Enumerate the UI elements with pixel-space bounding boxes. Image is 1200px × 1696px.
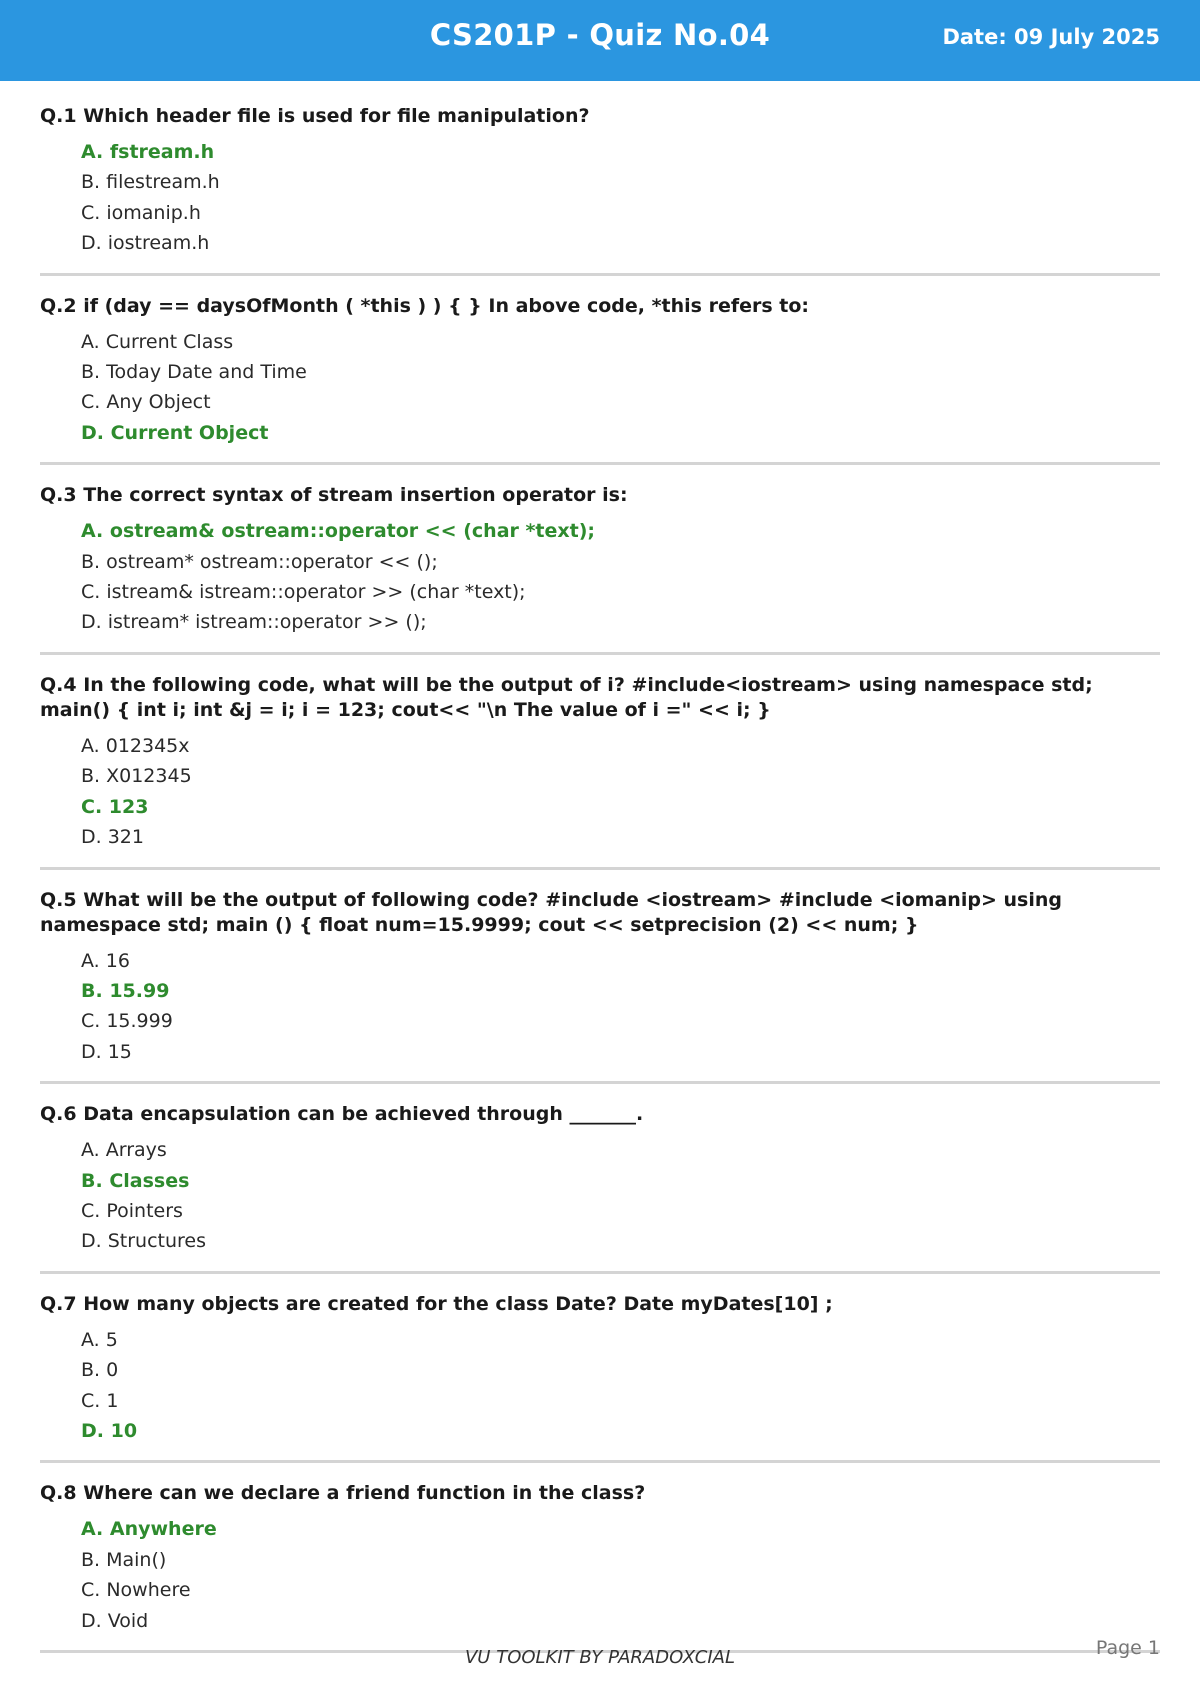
answer-option: B. ostream* ostream::operator << (); (81, 550, 438, 573)
answer-option: D. iostream.h (81, 232, 210, 255)
answer-option: A. Arrays (81, 1139, 167, 1162)
answer-options (40, 516, 1160, 638)
question-block (40, 1481, 1160, 1653)
answer-option: D. 321 (81, 826, 144, 849)
question-block (40, 1102, 1160, 1274)
quiz-date: Date: 09 July 2025 (942, 25, 1160, 49)
answer-option: B. Main() (81, 1548, 167, 1571)
question-list (40, 104, 1160, 1671)
answer-option: D. Void (81, 1609, 149, 1632)
question-text: Q.7 How many objects are created for the class Date? Date myDates[10] ; (40, 1292, 833, 1315)
answer-options (40, 731, 1160, 853)
answer-option: B. 0 (81, 1359, 119, 1382)
correct-answer-option: D. 10 (81, 1419, 138, 1442)
page-header (0, 0, 1200, 81)
question-text: Q.3 The correct syntax of stream insertion operator is: (40, 484, 628, 507)
answer-option: B. X012345 (81, 765, 192, 788)
question-text: Q.2 if (day == daysOfMonth ( *this ) ) { } In above code, *this refers to: (40, 294, 810, 317)
answer-option: C. 1 (81, 1389, 119, 1412)
answer-option: C. Nowhere (81, 1579, 191, 1602)
answer-option: D. istream* istream::operator >> (); (81, 611, 427, 634)
answer-option: C. Any Object (81, 391, 211, 414)
page-number: Page 1 (1095, 1637, 1160, 1659)
answer-option: C. iomanip.h (81, 201, 201, 224)
correct-answer-option: A. Anywhere (81, 1518, 217, 1541)
answer-options (40, 1135, 1160, 1257)
question-text: Q.8 Where can we declare a friend function in the class? (40, 1482, 646, 1505)
question-text: Q.4 In the following code, what will be the output of i? #include<iostream> using namespace std; main() { int i; int &j = i; i = 123; cout<< "\n The value of i =" << i; } (40, 673, 1093, 721)
correct-answer-option: B. Classes (81, 1169, 190, 1192)
question-block (40, 673, 1160, 870)
answer-options (40, 1514, 1160, 1636)
correct-answer-option: B. 15.99 (81, 979, 170, 1002)
answer-option: D. Structures (81, 1230, 206, 1253)
question-block (40, 104, 1160, 276)
page-title: CS201P - Quiz No.04 (429, 18, 771, 52)
answer-option: B. Today Date and Time (81, 361, 307, 384)
question-text: Q.5 What will be the output of following code? #include <iostream> #include <iomanip> using namespace std; main () { float num=15.9999; cout << setprecision (2) << num; } (40, 888, 1062, 936)
answer-option: A. 16 (81, 949, 130, 972)
answer-option: A. 5 (81, 1328, 118, 1351)
answer-options (40, 1325, 1160, 1447)
answer-option: B. filestream.h (81, 171, 220, 194)
correct-answer-option: D. Current Object (81, 421, 269, 444)
footer-credit: VU TOOLKIT BY PARADOXCIAL (464, 1647, 736, 1668)
answer-option: C. 15.999 (81, 1010, 173, 1033)
correct-answer-option: A. fstream.h (81, 141, 215, 163)
question-block (40, 1292, 1160, 1464)
question-block (40, 888, 1160, 1085)
question-text: Q.6 Data encapsulation can be achieved through _______. (40, 1103, 644, 1126)
answer-option: A. 012345x (81, 734, 190, 757)
correct-answer-option: A. ostream& ostream::operator << (char *text); (81, 520, 596, 543)
answer-options (40, 946, 1160, 1068)
answer-option: D. 15 (81, 1040, 132, 1063)
answer-option: C. Pointers (81, 1199, 183, 1222)
correct-answer-option: C. 123 (81, 795, 149, 818)
answer-option: A. Current Class (81, 330, 234, 353)
answer-options (40, 327, 1160, 449)
question-block (40, 483, 1160, 655)
answer-options (40, 137, 1160, 259)
question-text: Q.1 Which header file is used for file manipulation? (40, 105, 590, 127)
question-block (40, 294, 1160, 466)
answer-option: C. istream& istream::operator >> (char *text); (81, 581, 526, 604)
